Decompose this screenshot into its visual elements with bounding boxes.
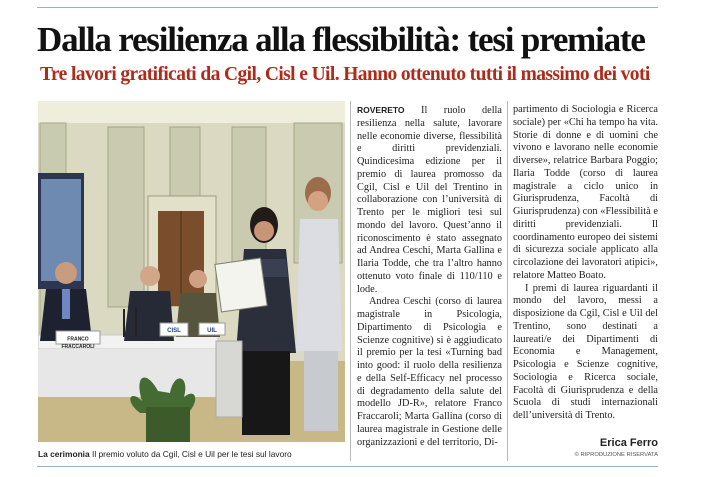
- rights-notice: © RIPRODUZIONE RISERVATA: [574, 452, 658, 458]
- article-column-2: [513, 104, 658, 424]
- column-separator-left: [350, 101, 351, 461]
- desk-sign-4-text: UIL: [207, 328, 217, 334]
- subheadline: Tre lavori gratificati da Cgil, Cisl e Uil. Hanno ottenuto tutti il massimo dei voti: [40, 64, 650, 85]
- caption-text: Il premio voluto da Cgil, Cisl e Uil per le tesi sul lavoro: [89, 449, 292, 459]
- desk-sign-2-text: FRACCAROLI: [61, 344, 95, 350]
- headline: Dalla resilienza alla flessibilità: tesi premiate: [37, 20, 645, 59]
- ceremony-photo: [38, 101, 345, 442]
- top-rule: [37, 7, 658, 8]
- author-name: Erica Ferro: [599, 437, 658, 449]
- caption-label: La cerimonia: [38, 449, 90, 459]
- desk-sign-1-text: FRANCO: [67, 336, 89, 343]
- article-column-1: [357, 104, 502, 468]
- desk-sign-3-text: CISL: [167, 328, 181, 334]
- body-paragraph-2-start: Andrea Ceschi (corso di laurea magistrale in Psicologia, Dipartimento di Psicologia e Scienze cognitive) si è aggiudicato il premio per la tesi «Turning bad into good: il ruolo della resilienza e della Self-Efficacy nel processo di degradamento della salute del modello JD-R», relatore Franco Fraccaroli; Marta Gallina (corso di laurea magistrale in Gestione delle organizzazioni e del territorio, Di-: [357, 296, 502, 448]
- body-paragraph-3: I premi di laurea riguardanti il mondo del lavoro, messi a disposizione da Cgil, Cisl e Uil del Trentino, sono destinati a laureati/e dei Dipartimenti di Economia e Management, Psicologia e Scienze cognitive, Sociologia e Ricerca sociale, Facoltà di Giurisprudenza e della Scuola di studi internazionali dell’università di Trento.: [513, 282, 658, 421]
- bottom-rule: [37, 466, 658, 467]
- body-paragraph-2-end: partimento di Sociologia e Ricerca sociale) per «Chi ha tempo ha vita. Storie di donne e di uomini che vivono e lavorano nelle economie diverse», relatrice Barbara Poggio; Ilaria Todde (corso di laurea magistrale a ciclo unico in Giurisprudenza, Facoltà di Giurisprudenza) con «Flessibilità e diritti previdenziali. Il coordinamento europeo dei sistemi di sicurezza sociale applicato alla circolazione dei lavoratori atipici», relatore Matteo Boato.: [513, 104, 658, 281]
- body-paragraph-1: Il ruolo della resilienza nella salute, lavorare nelle economie diverse, flessibilità e diritti previdenziali. Quindicesima edizione per il premio di laurea promosso da Cgil, Cisl e Uil del Trentino in collaborazione con l’università di Trento per le migliori tesi sul mondo del lavoro. Quest’anno il riconoscimento è stato assegnato ad Andrea Ceschi, Marta Gallina e Ilaria Todde, che tra l’altro hanno ottenuto voto finale di 110/110 e lode.: [357, 105, 502, 295]
- dateline: ROVERETO: [357, 105, 405, 115]
- photo-caption: [38, 448, 348, 460]
- column-separator-right: [507, 101, 508, 461]
